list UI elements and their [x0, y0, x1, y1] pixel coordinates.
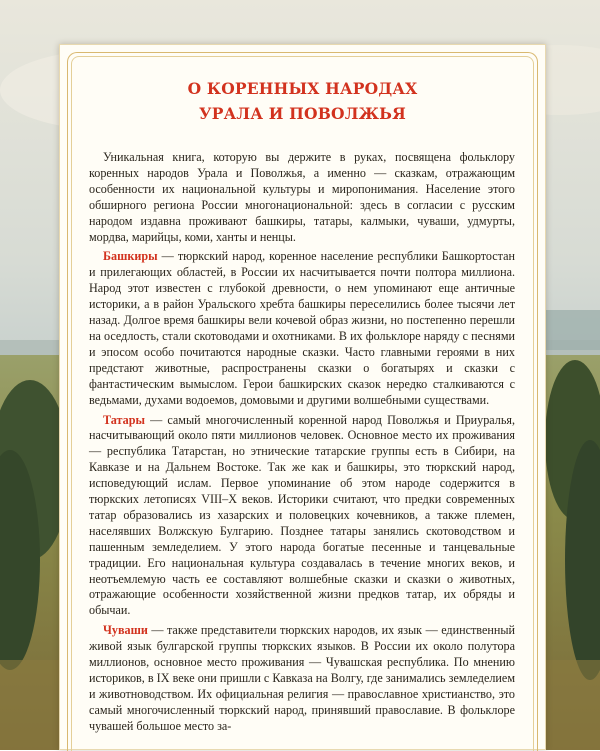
title-line-2: УРАЛА И ПОВОЛЖЬЯ	[198, 104, 407, 123]
section-text: — тюркский народ, коренное население республики Башкортостан и прилегающих областей, в России их насчитывается почти полтора миллиона. Народ этот известен с глубокой древности, о нем упоминают еще античные историки, а в район Уральского хребта башкиры переселились более тысячи лет назад. Долгое время башкиры вели кочевой образ жизни, но постепенно перешли на оседлость, стали скотоводами и охотниками. В их фольклоре наряду с песнями и эпосом особо почитаются народные сказки. Часто главными героями в них предстают животные, распространены сказки о богатырях и сказки с фантастическим вымыслом. Герои башкирских сказок нередко сталкиваются с ведьмами, духами водоемов, домовыми и другими волшебными существами.	[89, 249, 515, 407]
section-paragraph	[89, 623, 515, 734]
section-paragraph	[89, 249, 515, 408]
section-heading: Татары	[103, 412, 145, 427]
section-heading: Башкиры	[103, 249, 158, 264]
section-text: — также представители тюркских народов, их язык — единственный живой язык булгарской группы тюркских языков. В России их около полутора миллионов, основное место проживания — Чувашская республика. По мнению историков, в IX веке они пришли с Кавказа на Волгу, где занимались земледелием и животноводством. Их официальная религия — православное христианство, это самый многочисленный тюркский народ, принявший православие. В фольклоре чувашей большое место за-	[89, 623, 515, 733]
page-title	[59, 76, 546, 126]
section-text: — самый многочисленный коренной народ Поволжья и Приуралья, насчитывающий около пяти миллионов человек. Основное место их проживания — республика Татарстан, но этнические татарские группы есть в Сибири, на Кавказе и на Дальнем Востоке. Так же как и башкиры, это тюркский народ, исповедующий ислам. Первое упоминание об этом народе содержится в тюркских летописях VIII–X веков. Историки считают, что предки современных татар образовались из хазарских и половецких кочевников, а также племен, населявших Волжскую Булгарию. Позднее татары занялись скотоводством и пашенным земледелием. У этого народа богатые песенные и танцевальные традиции. Его национальная культура создавалась в течение многих веков, и неотъемлемую часть ее составляют волшебные сказки и сказки о животных, отражающие особенности хозяйственной жизни предков татар, их обряды и обычаи.	[89, 412, 515, 618]
body-text	[89, 150, 515, 739]
intro-paragraph: Уникальная книга, которую вы держите в руках, посвящена фольклору коренных народов Урала и Поволжья, а именно — сказкам, отражающим особенности их национальной культуры и миропонимания. Население этого обширного региона России многонациональной: здесь в согласии с русским народом издавна проживают башкиры, татары, калмыки, чуваши, удмурты, мордва, марийцы, коми, ханты и ненцы.	[89, 150, 515, 244]
title-line-1: О КОРЕННЫХ НАРОДАХ	[187, 79, 418, 98]
section-heading: Чуваши	[103, 623, 148, 638]
section-paragraph	[89, 413, 515, 620]
